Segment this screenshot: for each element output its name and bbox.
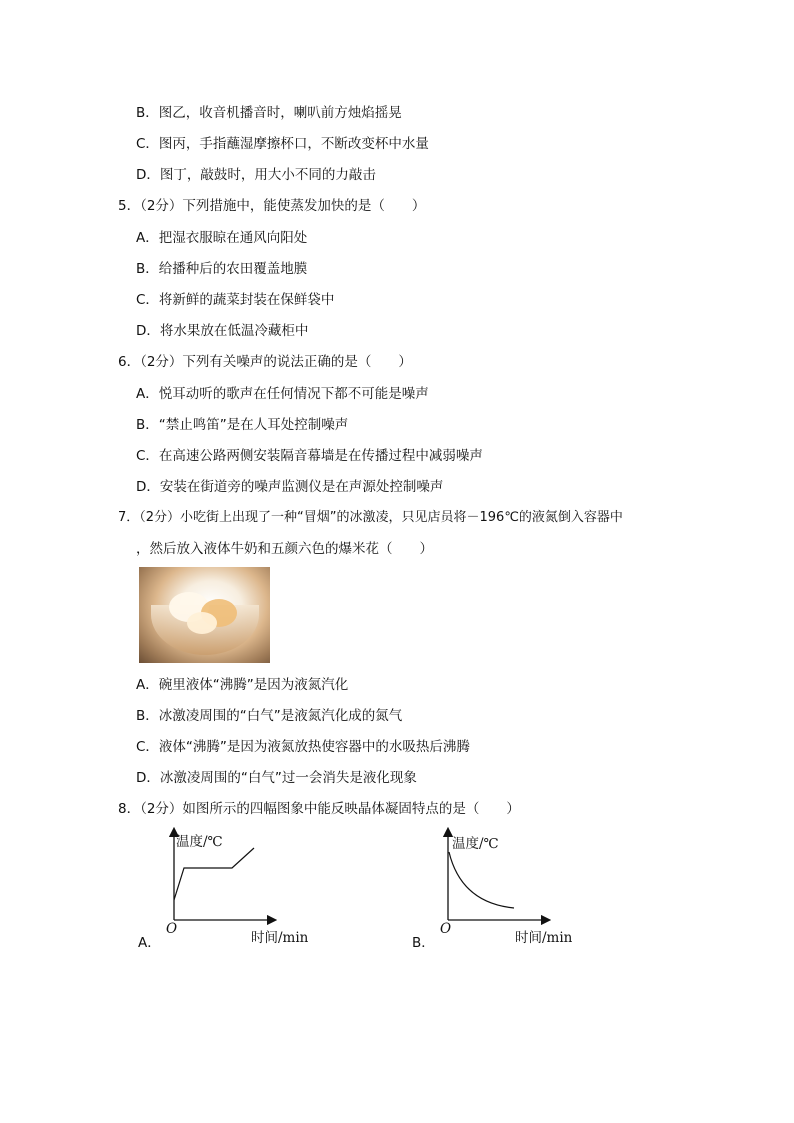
q8-stem: 8．（2分）如图所示的四幅图象中能反映晶体凝固特点的是（ ） <box>118 801 520 817</box>
graph-b-origin: O <box>440 921 452 937</box>
q7-option-b: B．冰激凌周围的“白气”是液氮汽化成的氮气 <box>136 708 403 724</box>
q4-option-d: D．图丁，敲鼓时，用大小不同的力敲击 <box>136 167 376 183</box>
q7-option-a: A．碗里液体“沸腾”是因为液氮汽化 <box>136 677 349 693</box>
graph-a-xlabel: 时间/min <box>251 930 309 946</box>
q6-option-a: A．悦耳动听的歌声在任何情况下都不可能是噪声 <box>136 386 429 402</box>
graph-a-origin: O <box>166 921 178 937</box>
q7-stem-line1: 7．（2分）小吃街上出现了一种“冒烟”的冰激凌，只见店员将－196℃的液氮倒入容器中 <box>118 510 623 525</box>
graph-b-curve <box>449 852 514 908</box>
graph-b-letter: B． <box>412 935 435 951</box>
ice-cream-photo <box>139 567 270 663</box>
q5-option-a: A．把湿衣服晾在通风向阳处 <box>136 230 308 246</box>
q6-stem: 6．（2分）下列有关噪声的说法正确的是（ ） <box>118 354 412 370</box>
cream-shape <box>187 612 217 634</box>
q7-stem-line2: ，然后放入液体牛奶和五颜六色的爆米花（ ） <box>136 541 433 557</box>
q6-option-c: C．在高速公路两侧安装隔音幕墙是在传播过程中减弱噪声 <box>136 448 483 464</box>
q6-option-b: B．“禁止鸣笛”是在人耳处控制噪声 <box>136 417 349 433</box>
q5-stem: 5．（2分）下列措施中，能使蒸发加快的是（ ） <box>118 198 426 214</box>
graph-a-curve <box>174 848 254 900</box>
graph-b-ylabel: 温度/℃ <box>452 836 499 852</box>
q4-option-b: B．图乙，收音机播音时，喇叭前方烛焰摇晃 <box>136 105 402 121</box>
q4-option-c: C．图丙，手指蘸湿摩擦杯口，不断改变杯中水量 <box>136 136 429 152</box>
graph-a-ylabel: 温度/℃ <box>176 834 223 850</box>
q5-option-d: D．将水果放在低温冷藏柜中 <box>136 323 309 339</box>
graph-a-letter: A． <box>138 935 161 951</box>
q6-option-d: D．安装在街道旁的噪声监测仪是在声源处控制噪声 <box>136 479 444 495</box>
q7-option-c: C．液体“沸腾”是因为液氮放热使容器中的水吸热后沸腾 <box>136 739 470 755</box>
graph-b-xlabel: 时间/min <box>515 930 573 946</box>
q7-option-d: D．冰激凌周围的“白气”过一会消失是液化现象 <box>136 770 417 786</box>
q5-option-c: C．将新鲜的蔬菜封装在保鲜袋中 <box>136 292 335 308</box>
q5-option-b: B．给播种后的农田覆盖地膜 <box>136 261 308 277</box>
